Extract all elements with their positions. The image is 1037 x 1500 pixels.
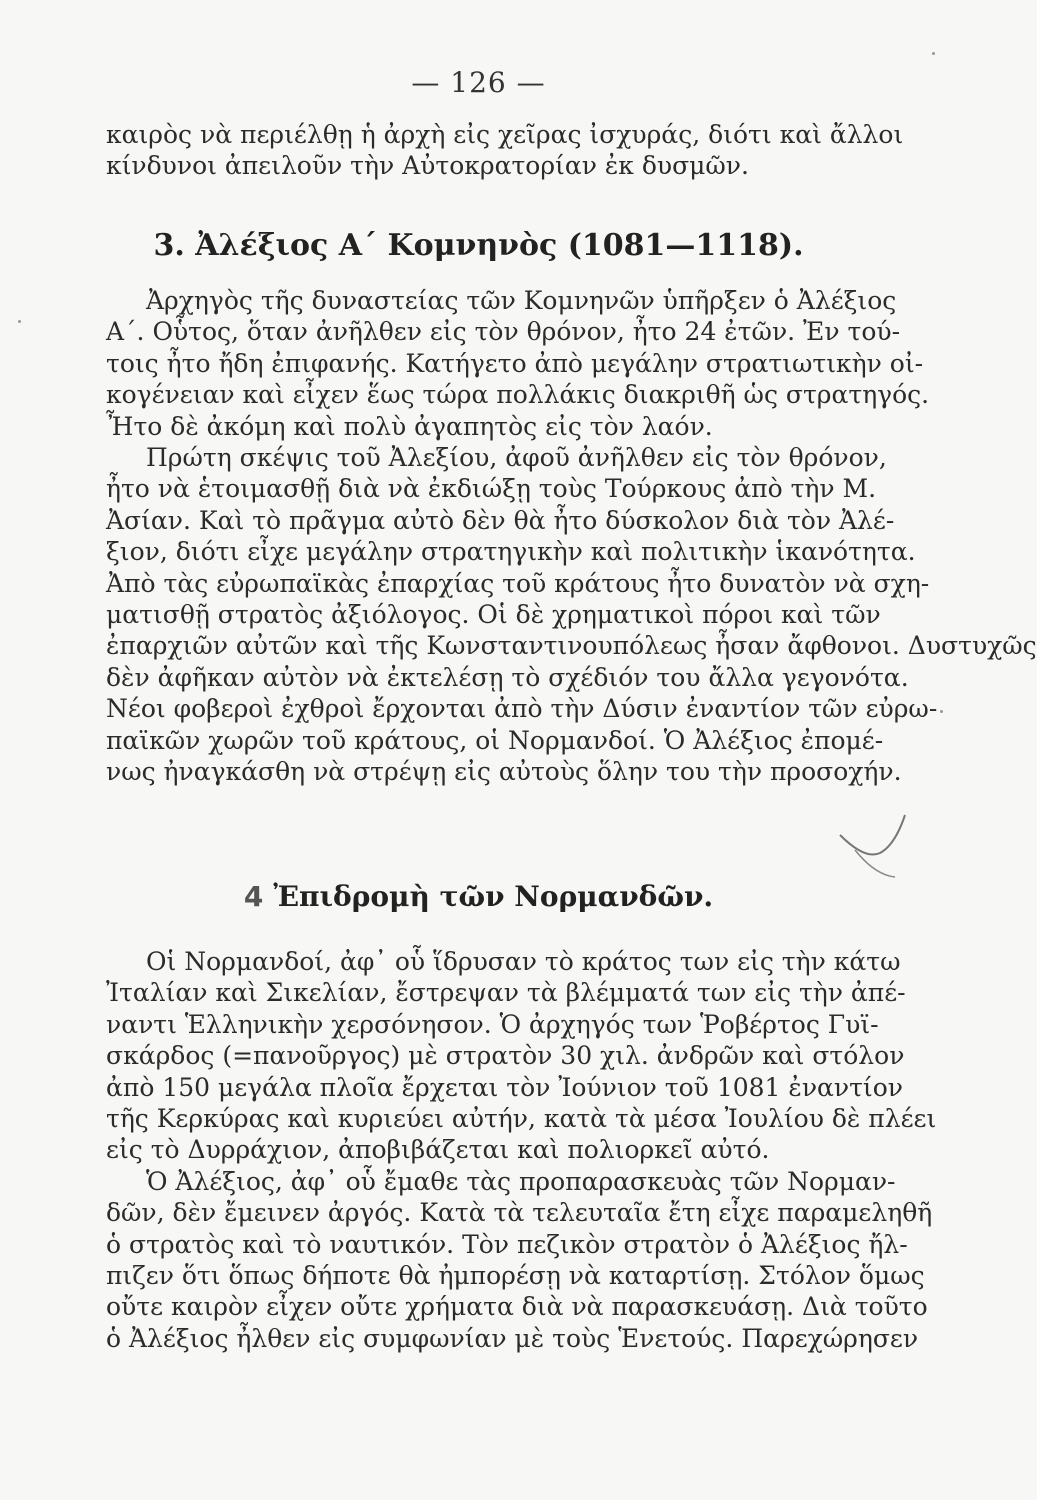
text-line: σκάρδος (=πανοῦργος) μὲ στρατὸν 30 χιλ. ἀνδρῶν καὶ στόλον bbox=[106, 1041, 905, 1071]
text-line: ναντι Ἑλληνικὴν χερσόνησον. Ὁ ἀρχηγός των Ῥοβέρτος Γυϊ- bbox=[106, 1009, 879, 1039]
text-line: ξιον, διότι εἶχε μεγάλην στρατηγικὴν καὶ πολιτικὴν ἱκανότητα. bbox=[106, 537, 916, 567]
page-number: — 126 — bbox=[411, 66, 546, 99]
text-line: κίνδυνοι ἀπειλοῦν τὴν Αὐτοκρατορίαν ἐκ δυσμῶν. bbox=[106, 151, 749, 181]
text-line: οὔτε καιρὸν εἶχεν οὔτε χρήματα διὰ νὰ παρασκευάσῃ. Διὰ τοῦτο bbox=[106, 1292, 928, 1322]
section-normans-body bbox=[106, 946, 937, 1354]
intro-paragraph bbox=[106, 119, 904, 182]
text-line: καιρὸς νὰ περιέλθῃ ἡ ἀρχὴ εἰς χεῖρας ἰσχυράς, διότι καὶ ἄλλοι bbox=[106, 120, 904, 149]
text-line: Νέοι φοβεροὶ ἐχθροὶ ἔρχονται ἀπὸ τὴν Δύσιν ἐναντίον τῶν εὐρω- bbox=[106, 694, 938, 724]
text-line: τοις ἦτο ἤδη ἐπιφανής. Κατήγετο ἀπὸ μεγάλην στρατιωτικὴν οἰ- bbox=[106, 348, 924, 378]
text-line: ματισθῇ στρατὸς ἀξιόλογος. Οἱ δὲ χρηματικοὶ πόροι καὶ τῶν bbox=[106, 600, 881, 630]
text-line: κογένειαν καὶ εἶχεν ἕως τώρα πολλάκις διακριθῆ ὡς στρατηγός. bbox=[106, 380, 930, 410]
text-line: ὁ Ἀλέξιος ἦλθεν εἰς συμφωνίαν μὲ τοὺς Ἑνετούς. Παρεχώρησεν bbox=[106, 1323, 919, 1353]
text-line: ἐπαρχιῶν αὐτῶν καὶ τῆς Κωνσταντινουπόλεως ἦσαν ἄφθονοι. Δυστυχῶς bbox=[106, 631, 1037, 661]
text-line: δῶν, δὲν ἔμεινεν ἀργός. Κατὰ τὰ τελευταῖα ἔτη εἶχε παραμεληθῆ bbox=[106, 1198, 933, 1228]
text-line: Ἰταλίαν καὶ Σικελίαν, ἔστρεψαν τὰ βλέμματά των εἰς τὴν ἀπέ- bbox=[106, 978, 906, 1008]
text-line: νως ἠναγκάσθη νὰ στρέψῃ εἰς αὐτοὺς ὅλην του τὴν προσοχήν. bbox=[106, 757, 902, 787]
pencil-mark-icon bbox=[835, 805, 915, 885]
section-heading-text: Ἐπιδρομὴ τῶν Νορμανδῶν. bbox=[273, 880, 714, 913]
text-line: ἦτο νὰ ἑτοιμασθῇ διὰ νὰ ἐκδιώξῃ τοὺς Τούρκους ἀπὸ τὴν Μ. bbox=[106, 474, 877, 504]
text-line: Ἀρχηγὸς τῆς δυναστείας τῶν Κομνηνῶν ὑπῆρξεν ὁ Ἀλέξιος bbox=[146, 286, 897, 315]
section-alexios-body bbox=[106, 285, 1037, 788]
text-line: πιζεν ὅτι ὅπως δήποτε θὰ ἠμπορέσῃ νὰ καταρτίσῃ. Στόλον ὅμως bbox=[106, 1261, 925, 1291]
text-line: δὲν ἀφῆκαν αὐτὸν νὰ ἐκτελέσῃ τὸ σχέδιόν του ἄλλα γεγονότα. bbox=[106, 662, 909, 692]
text-line: Α΄. Οὗτος, ὅταν ἀνῆλθεν εἰς τὸν θρόνον, ἦτο 24 ἐτῶν. Ἐν τού- bbox=[106, 317, 901, 347]
text-line: τῆς Κερκύρας καὶ κυριεύει αὐτήν, κατὰ τὰ μέσα Ἰουλίου δὲ πλέει bbox=[106, 1104, 937, 1134]
text-line: ἀπὸ 150 μεγάλα πλοῖα ἔρχεται τὸν Ἰούνιον τοῦ 1081 ἐναντίον bbox=[106, 1072, 903, 1102]
section-heading-normans bbox=[0, 880, 957, 913]
section-heading-alexios: 3. Ἀλέξιος Α΄ Κομνηνὸς (1081—1118). bbox=[153, 228, 804, 263]
text-line: Ὁ Ἀλέξιος, ἀφ᾽ οὗ ἔμαθε τὰς προπαρασκευὰς τῶν Νορμαν- bbox=[146, 1166, 896, 1196]
text-line: Πρώτη σκέψις τοῦ Ἀλεξίου, ἀφοῦ ἀνῆλθεν εἰς τὸν θρόνον, bbox=[146, 443, 887, 473]
text-line: ὁ στρατὸς καὶ τὸ ναυτικόν. Τὸν πεζικὸν στρατὸν ὁ Ἀλέξιος ἤλ- bbox=[106, 1229, 908, 1259]
text-line: Οἱ Νορμανδοί, ἀφ᾽ οὗ ἵδρυσαν τὸ κράτος των εἰς τὴν κάτω bbox=[146, 947, 901, 976]
text-line: εἰς τὸ Δυρράχιον, ἀποβιβάζεται καὶ πολιορκεῖ αὐτό. bbox=[106, 1135, 770, 1165]
text-line: Ἀπὸ τὰς εὐρωπαϊκὰς ἐπαρχίας τοῦ κράτους ἦτο δυνατὸν νὰ σχη- bbox=[106, 568, 930, 598]
text-line: Ἀσίαν. Καὶ τὸ πρᾶγμα αὐτὸ δὲν θὰ ἦτο δύσκολον διὰ τὸν Ἀλέ- bbox=[106, 505, 895, 535]
text-line: παϊκῶν χωρῶν τοῦ κράτους, οἱ Νορμανδοί. Ὁ Ἀλέξιος ἐπομέ- bbox=[106, 725, 884, 755]
handwritten-section-number: 4 bbox=[243, 880, 264, 913]
text-line: Ἦτο δὲ ἀκόμη καὶ πολὺ ἀγαπητὸς εἰς τὸν λαόν. bbox=[106, 411, 713, 441]
